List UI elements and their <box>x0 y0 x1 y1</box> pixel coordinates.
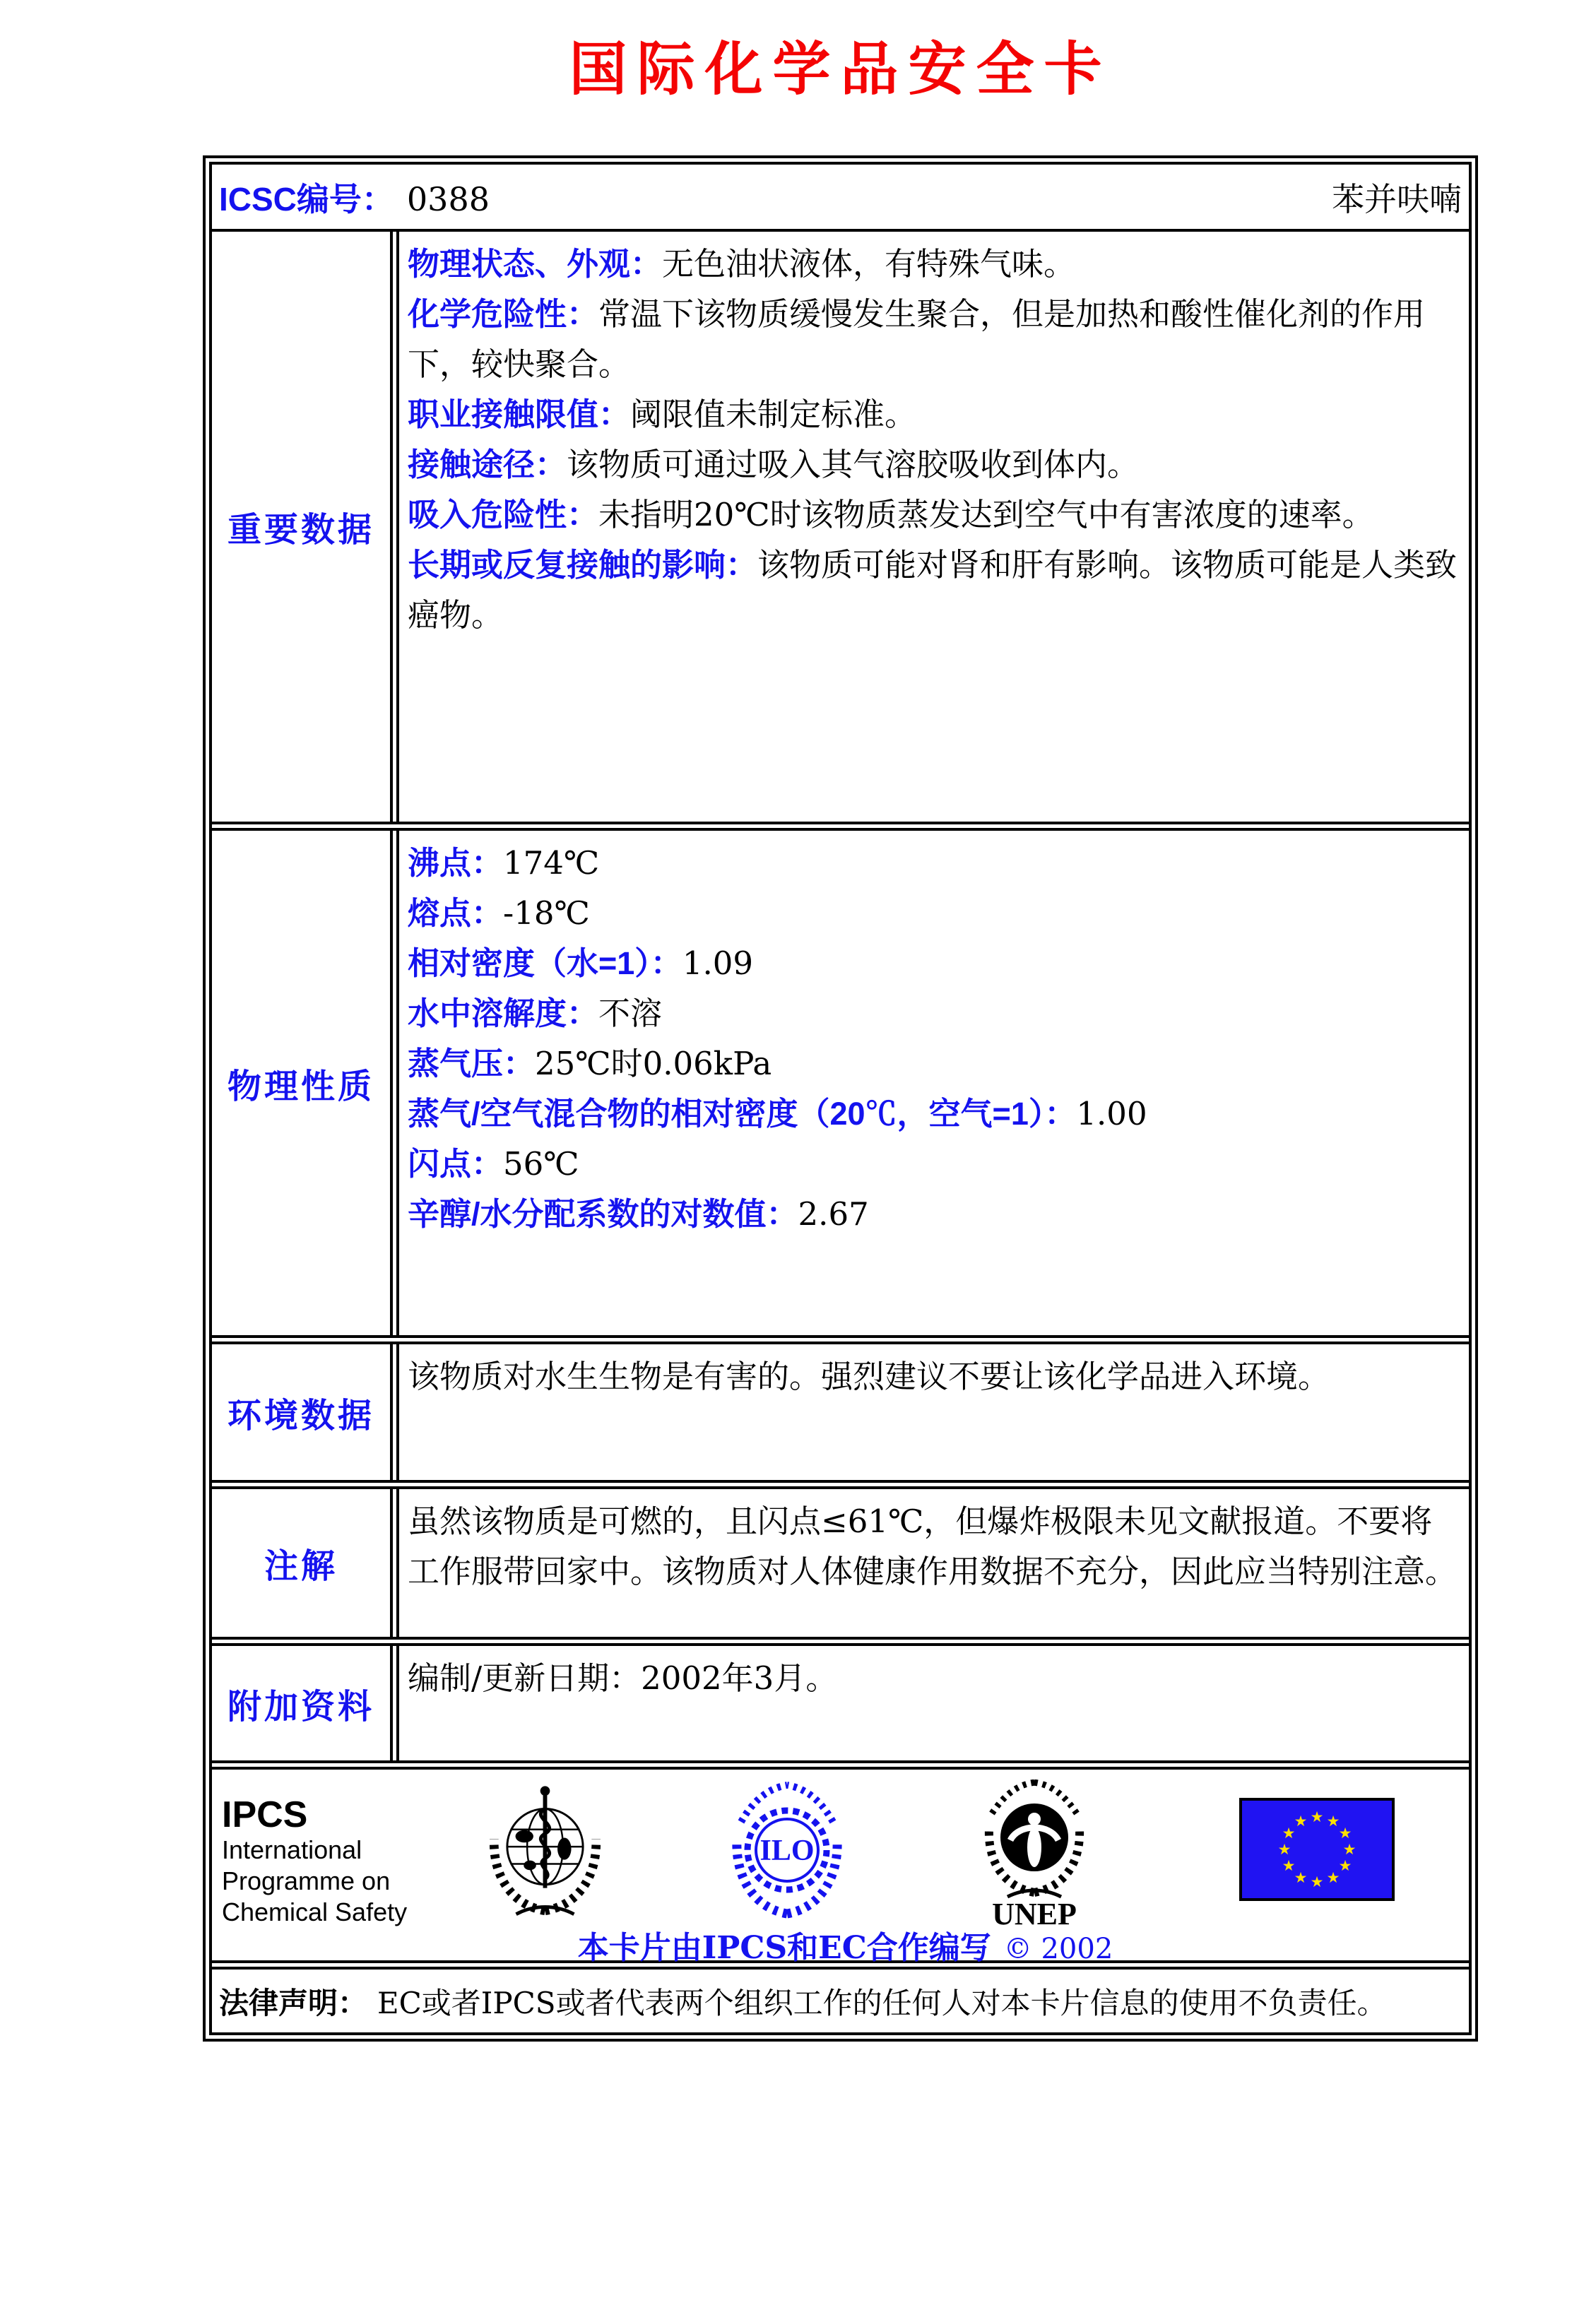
field-value: 该物质可通过吸入其气溶胶吸收到体内。 <box>567 446 1140 483</box>
field-value: 不溶 <box>598 995 663 1032</box>
field-flash-point <box>408 1139 1460 1189</box>
section-label-environmental-data: 环境数据 <box>227 1397 374 1435</box>
field-value: 编制/更新日期：2002年3月。 <box>408 1659 838 1697</box>
section-label-physical-properties: 物理性质 <box>227 1067 374 1106</box>
section-notes <box>212 1480 1469 1637</box>
legal-notice-row <box>212 1960 1469 2032</box>
ilo-emblem-icon <box>720 1779 854 1921</box>
copyright-text: © 2002 <box>1003 1933 1113 1965</box>
field-value: 常温下该物质缓慢发生聚合，但是加热和酸性催化剂的作用下，较快聚合。 <box>408 295 1426 383</box>
section-label-cell <box>212 831 399 1335</box>
field-label: 相对密度（水=1）： <box>408 945 682 981</box>
logos-strip <box>222 1779 1469 1928</box>
svg-text:★: ★ <box>1282 1825 1296 1842</box>
field-value: 1.00 <box>1076 1095 1147 1132</box>
field-label: 物理状态、外观： <box>408 246 663 282</box>
field-octanol-water <box>408 1189 1460 1239</box>
legal-notice-label: 法律声明： <box>219 1986 368 2020</box>
field-value: 56℃ <box>503 1145 579 1183</box>
unep-letters: UNEP <box>992 1897 1077 1928</box>
cooperation-caption-text: 本卡片由IPCS和EC合作编写 <box>577 1930 991 1966</box>
notes-content <box>399 1489 1469 1637</box>
field-melting-point <box>408 888 1460 938</box>
field-vapor-pressure <box>408 1038 1460 1089</box>
svg-text:★: ★ <box>1310 1873 1324 1890</box>
field-label: 蒸气/空气混合物的相对密度（20℃，空气=1）： <box>408 1096 1077 1132</box>
field-value: 阈限值未制定标准。 <box>630 396 917 433</box>
field-boiling-point <box>408 838 1460 888</box>
who-emblem-icon <box>476 1779 614 1921</box>
field-value: 该物质可能对肾和肝有影响。该物质可能是人类致癌物。 <box>408 546 1458 634</box>
icsc-card-table <box>203 155 1478 2042</box>
important-data-content <box>399 232 1469 822</box>
section-label-cell <box>212 232 399 822</box>
notes-text <box>408 1496 1460 1597</box>
svg-text:★: ★ <box>1294 1813 1308 1830</box>
section-additional-info <box>212 1637 1469 1760</box>
field-value: 25℃时0.06kPa <box>535 1045 772 1082</box>
section-physical-properties <box>212 822 1469 1335</box>
field-value: 1.09 <box>682 944 754 982</box>
field-label: 水中溶解度： <box>408 995 599 1031</box>
field-label: 职业接触限值： <box>408 396 631 432</box>
field-physical-state <box>408 239 1460 289</box>
field-label: 沸点： <box>408 845 504 881</box>
field-exposure-limit <box>408 389 1460 439</box>
icsc-number-label: ICSC编号： <box>219 180 394 218</box>
field-label: 接触途径： <box>408 446 567 482</box>
svg-text:★: ★ <box>1342 1841 1356 1858</box>
svg-text:★: ★ <box>1310 1808 1324 1825</box>
svg-text:★: ★ <box>1326 1813 1340 1830</box>
field-chemical-danger <box>408 289 1460 389</box>
ipcs-line3: Chemical Safety <box>222 1897 408 1926</box>
svg-text:★: ★ <box>1338 1825 1352 1842</box>
card-header-row <box>212 165 1469 232</box>
field-value: 2.67 <box>798 1195 869 1233</box>
svg-text:★: ★ <box>1282 1857 1296 1874</box>
field-label: 辛醇/水分配系数的对数值： <box>408 1196 798 1232</box>
field-inhalation-risk <box>408 490 1460 540</box>
section-environmental-data <box>212 1335 1469 1480</box>
field-vapor-air-density <box>408 1089 1460 1139</box>
chemical-name: 苯并呋喃 <box>1332 179 1462 218</box>
logos-row <box>212 1760 1469 1966</box>
svg-text:★: ★ <box>1277 1841 1291 1858</box>
field-label: 吸入危险性： <box>408 497 599 533</box>
field-value: 未指明20℃时该物质蒸发达到空气中有害浓度的速率。 <box>598 496 1374 533</box>
field-water-solubility <box>408 988 1460 1038</box>
field-relative-density <box>408 938 1460 988</box>
ilo-letters: ILO <box>759 1835 815 1867</box>
field-value: 无色油状液体，有特殊气味。 <box>662 245 1076 283</box>
section-label-important-data: 重要数据 <box>227 511 374 549</box>
field-value: 虽然该物质是可燃的，且闪点≤61℃，但爆炸极限未见文献报道。不要将工作服带回家中。该物质对人体健康作用数据不充分，因此应当特别注意。 <box>408 1503 1458 1590</box>
ipcs-wordmark <box>222 1779 434 1928</box>
page-title: 国际化学品安全卡 <box>569 35 1112 103</box>
legal-notice-text: EC或者IPCS或者代表两个组织工作的任何人对本卡片信息的使用不负责任。 <box>377 1985 1387 2020</box>
field-label: 化学危险性： <box>408 296 599 332</box>
ipcs-line1: International <box>222 1835 362 1864</box>
field-label: 蒸气压： <box>408 1046 536 1082</box>
icsc-number-value: 0388 <box>406 179 490 218</box>
ipcs-acronym: IPCS <box>222 1794 308 1835</box>
physical-properties-content <box>399 831 1469 1335</box>
eu-flag-icon <box>1239 1798 1395 1901</box>
section-label-cell <box>212 1646 399 1760</box>
update-date-text <box>408 1653 1460 1703</box>
field-label: 长期或反复接触的影响： <box>408 547 758 583</box>
section-important-data <box>212 232 1469 822</box>
field-exposure-route <box>408 439 1460 490</box>
field-value: 174℃ <box>503 844 600 882</box>
field-label: 熔点： <box>408 895 504 931</box>
env-data-text <box>408 1351 1460 1402</box>
svg-text:★: ★ <box>1326 1869 1340 1886</box>
additional-info-content <box>399 1646 1469 1760</box>
unep-emblem-icon <box>971 1779 1098 1928</box>
icsc-number-group <box>219 174 490 220</box>
field-label: 闪点： <box>408 1146 504 1182</box>
field-value: -18℃ <box>503 894 590 932</box>
field-value: 该物质对水生生物是有害的。强烈建议不要让该化学品进入环境。 <box>408 1358 1330 1395</box>
section-label-cell <box>212 1344 399 1480</box>
section-label-cell <box>212 1489 399 1637</box>
section-label-additional-info: 附加资料 <box>227 1688 374 1726</box>
ipcs-line2: Programme on <box>222 1866 391 1895</box>
field-longterm-effects <box>408 540 1460 640</box>
section-label-notes: 注解 <box>264 1548 338 1585</box>
svg-text:★: ★ <box>1338 1857 1352 1874</box>
environmental-data-content <box>399 1344 1469 1480</box>
svg-text:★: ★ <box>1294 1869 1308 1886</box>
